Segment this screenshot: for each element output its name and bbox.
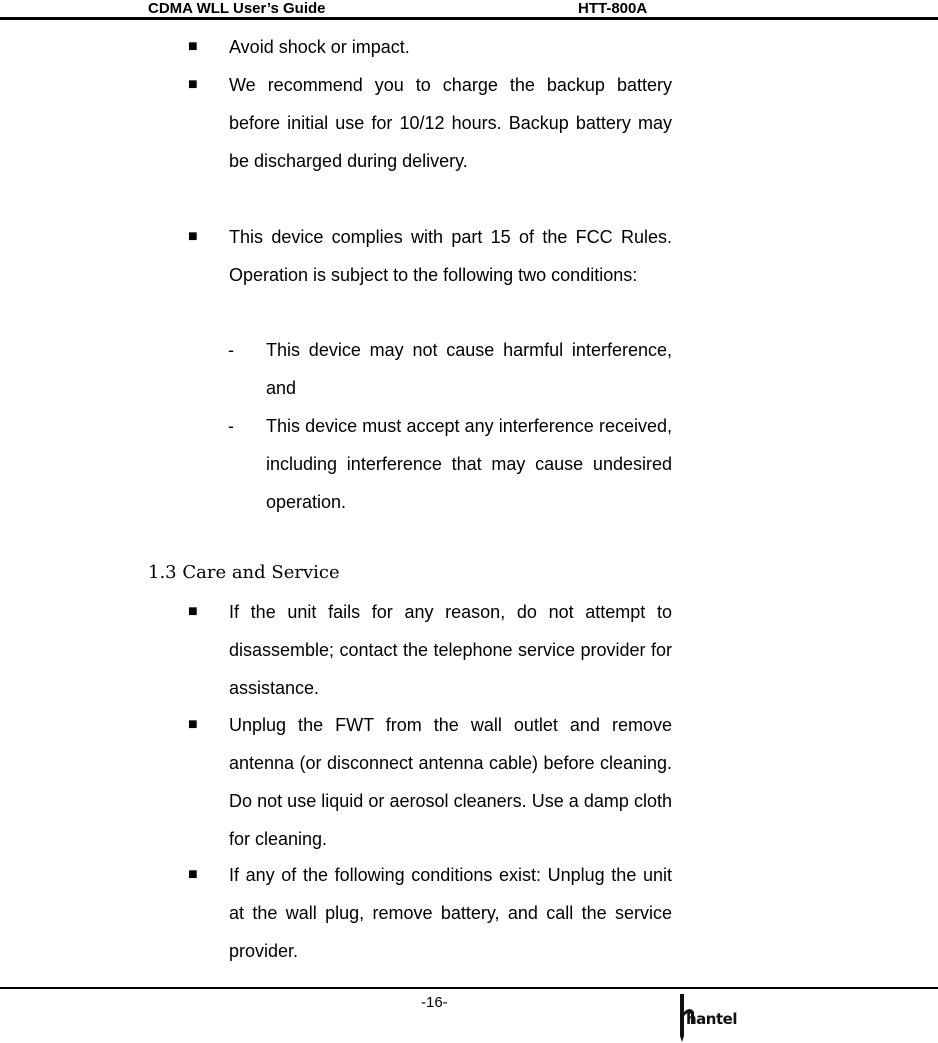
section-heading: 1.3 Care and Service (148, 562, 340, 583)
sub-list-item-text: This device may not cause harmful interference, and (266, 340, 672, 398)
bullet-icon: ■ (188, 76, 198, 93)
header-guide-title: CDMA WLL User’s Guide (148, 0, 326, 17)
bullet-icon: ■ (188, 866, 198, 883)
list-item-text: Unplug the FWT from the wall outlet and remove antenna (or disconnect antenna cable) before cleaning. Do not use liquid or aerosol cleaners. Use a damp cloth for cleaning. (229, 715, 672, 849)
list-item-text: We recommend you to charge the backup battery before initial use for 10/12 hours. Backup battery may be discharged during delivery. (229, 75, 672, 171)
dash-marker: - (228, 340, 234, 360)
list-item-text: Avoid shock or impact. (229, 37, 410, 57)
page-number: -16- (421, 994, 448, 1011)
logo-text: hantel (686, 1010, 737, 1028)
list-item-text: This device complies with part 15 of the FCC Rules. Operation is subject to the following two conditions: (229, 227, 672, 285)
dash-marker: - (228, 416, 234, 436)
bullet-icon: ■ (188, 38, 198, 55)
header-model: HTT-800A (578, 0, 648, 17)
bullet-icon: ■ (188, 603, 198, 620)
page-header (0, 0, 938, 22)
bullet-icon: ■ (188, 228, 198, 245)
footer-rule (0, 987, 938, 989)
bullet-icon: ■ (188, 716, 198, 733)
header-rule (0, 17, 938, 20)
sub-list-item-text: This device must accept any interference received, including interference that may cause undesired operation. (266, 416, 672, 512)
list-item-text: If the unit fails for any reason, do not attempt to disassemble; contact the telephone service provider for assistance. (229, 602, 672, 698)
list-item-text: If any of the following conditions exist: Unplug the unit at the wall plug, remove battery, and call the service provider. (229, 865, 672, 961)
